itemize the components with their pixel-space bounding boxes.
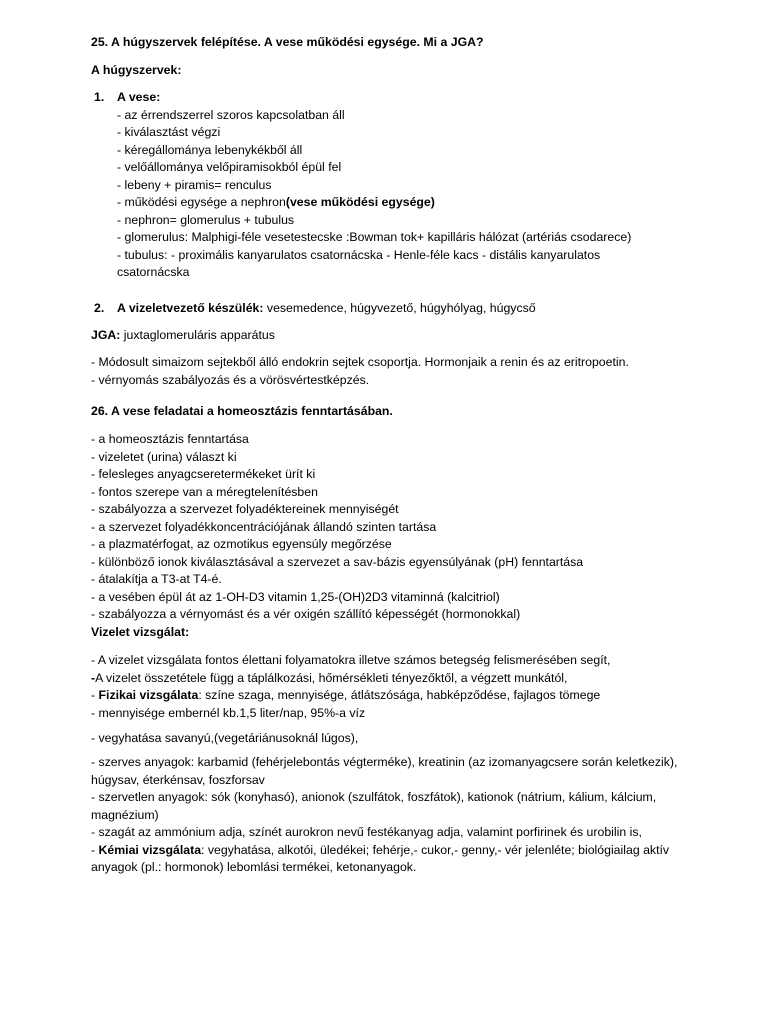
text-span: A vizelet összetétele függ a táplálkozási, hőmérsékleti tényezőktől, a végzett munkától, (95, 670, 568, 685)
bold-phrase: Fizikai vizsgálata (98, 688, 199, 702)
text-line: - szabályozza a szervezet folyadéktereinek mennyiségét (91, 502, 399, 516)
list-line: - nephron= glomerulus + tubulus (117, 212, 295, 227)
text-line: - A vizelet vizsgálata fontos élettani folyamatokra illetve számos betegség felismerésében segít, (91, 653, 611, 667)
list-line: - az érrendszerrel szoros kapcsolatban áll (117, 107, 345, 122)
text-line: - mennyisége embernél kb.1,5 liter/nap, 95%-a víz (91, 705, 366, 720)
vizelet-paragraph-1 (91, 652, 691, 722)
section-26-title: 26. A vese feladatai a homeosztázis fenntartásában. (91, 404, 393, 418)
dash: - (91, 688, 99, 702)
list-item-heading: A vizeletvezető készülék: (117, 301, 264, 315)
text-line: - különböző ionok kiválasztásával a szervezet a sav-bázis egyensúlyának (pH) fenntartása (91, 554, 584, 569)
text-line: - szabályozza a vérnyomást és a vér oxigén szállító képességét (hormonokkal) (91, 607, 521, 621)
text-line: - szagát az ammónium adja, színét aurokron nevű festékanyag adja, valamint porfirinek és urobilin is, (91, 825, 642, 839)
vizelet-heading: Vizelet vizsgálat: (91, 624, 190, 639)
bold-phrase: (vese működési egysége) (285, 195, 435, 209)
dash: - (91, 842, 99, 857)
text-line: - felesleges anyagcseretermékeket ürít ki (91, 467, 316, 481)
text-line: - fontos szerepe van a méregtelenítésben (91, 484, 318, 499)
list-item-text: vesemedence, húgyvezető, húgyhólyag, húgycső (263, 301, 536, 315)
list-line: - glomerulus: Malphigi-féle vesetestecske :Bowman tok+ kapilláris hálózat (artériás csodarece) (117, 230, 632, 244)
text-line: - a szervezet folyadékkoncentrációjának állandó szinten tartása (91, 519, 437, 534)
jga-definition (91, 327, 691, 345)
bold-phrase: Kémiai vizsgálata (98, 842, 202, 857)
section-25-title: 25. A húgyszervek felépítése. A vese működési egysége. Mi a JGA? (91, 35, 484, 49)
text-line: - a plazmatérfogat, az ozmotikus egyensúly megőrzése (91, 537, 392, 551)
list-item-heading: A vese: (117, 90, 161, 104)
list-line (117, 194, 691, 212)
section-26-list (91, 431, 691, 641)
text-line: - vérnyomás szabályozás és a vörösvértestképzés. (91, 372, 370, 387)
text-line: - vizeletet (urina) választ ki (91, 449, 237, 464)
text-line (91, 670, 691, 688)
list-line: - kéregállománya lebenykékből áll (117, 142, 303, 157)
list-line: - lebeny + piramis= renculus (117, 177, 272, 192)
list-number: 2. (94, 301, 105, 315)
text-line (91, 687, 691, 705)
text-line (91, 842, 691, 877)
list-item-2 (91, 300, 691, 318)
jga-label: JGA: (91, 328, 121, 342)
text-span: : színe szaga, mennyisége, átlátszósága, habképződése, fajlagos tömege (198, 688, 601, 702)
list-line: - kiválasztást végzi (117, 125, 221, 139)
vizelet-paragraph-3 (91, 754, 691, 877)
text-line: - a homeosztázis fenntartása (91, 432, 249, 446)
section-25-subtitle: A húgyszervek: (91, 63, 182, 77)
dash: - (91, 670, 96, 685)
text-line: - a vesében épül át az 1-OH-D3 vitamin 1,25-(OH)2D3 vitaminná (kalcitriol) (91, 589, 500, 604)
text-line: - Módosult simaizom sejtekből álló endokrin sejtek csoportja. Hormonjaik a renin és az eritropoetin. (91, 355, 629, 369)
list-line: - velőállománya velőpiramisokból épül fel (117, 160, 342, 174)
list-item-1 (91, 89, 691, 282)
list-line: - tubulus: - proximális kanyarulatos csatornácska - Henle-féle kacs - distális kanyarulatos csatornácska (117, 247, 601, 279)
list-number: 1. (94, 90, 105, 104)
text-span: : vegyhatása, alkotói, üledékei; fehérje,- cukor,- genny,- vér jelenléte; biológiailag aktív anyagok (pl.: hormonok) lebomlási termékei, ketonanyagok. (91, 842, 670, 874)
vizelet-paragraph-2: - vegyhatása savanyú,(vegetáriánusoknál lúgos), (91, 731, 359, 745)
jga-text: juxtaglomeruláris apparátus (120, 328, 275, 342)
text-line: - szervetlen anyagok: sók (konyhasó), anionok (szulfátok, foszfátok), kationok (nátrium, kálium, kálcium, magnézium) (91, 790, 657, 822)
list-line-text: - működési egysége a nephron (117, 195, 286, 209)
jga-description (91, 354, 691, 389)
text-line: - szerves anyagok: karbamid (fehérjelebontás végterméke), kreatinin (az izomanyagcsere során keletkezik), húgysav, éterkénsav, foszforsav (91, 755, 678, 787)
text-line: - átalakítja a T3-at T4-é. (91, 572, 222, 586)
